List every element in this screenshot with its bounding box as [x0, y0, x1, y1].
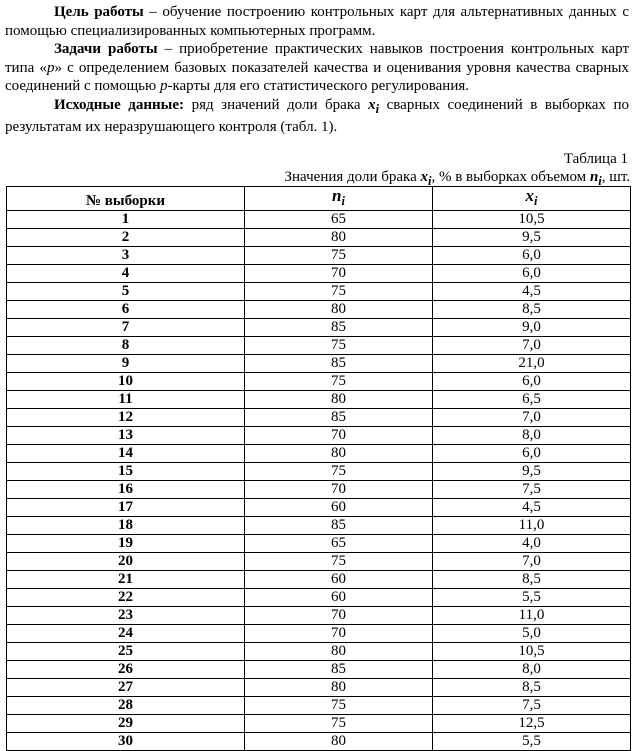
- cell-sample-size: 75: [245, 283, 433, 301]
- cell-sample-size: 75: [245, 553, 433, 571]
- cell-sample-size: 70: [245, 265, 433, 283]
- cell-defect-share: 9,5: [433, 229, 631, 247]
- cell-defect-share: 6,0: [433, 373, 631, 391]
- cell-sample-number: 25: [7, 643, 245, 661]
- cell-defect-share: 11,0: [433, 517, 631, 535]
- cell-defect-share: 7,0: [433, 553, 631, 571]
- cell-defect-share: 8,5: [433, 301, 631, 319]
- cell-sample-number: 2: [7, 229, 245, 247]
- source-data-text-2: сварных соединений в выборках по результатам их неразрушающего контроля (табл. 1).: [5, 96, 630, 135]
- table-row: [7, 715, 631, 733]
- cell-sample-size: 65: [245, 211, 433, 229]
- table-row: [7, 481, 631, 499]
- tasks-paragraph: [5, 40, 629, 96]
- cell-defect-share: 7,5: [433, 697, 631, 715]
- cell-sample-size: 75: [245, 463, 433, 481]
- cell-defect-share: 6,0: [433, 265, 631, 283]
- table-title-n-sub: i: [598, 174, 602, 188]
- table-body: [7, 211, 631, 751]
- table-title-part-2: , % в выборках объемом: [431, 169, 590, 185]
- cell-sample-number: 16: [7, 481, 245, 499]
- table-row: [7, 355, 631, 373]
- table-row: [7, 589, 631, 607]
- table-row: [7, 553, 631, 571]
- cell-sample-size: 80: [245, 733, 433, 751]
- table-title-n-symbol: n: [589, 169, 599, 185]
- tasks-text-2: » с определением базовых показателей качества и оценивания уровня качества сварных соединений с помощью: [5, 59, 629, 94]
- cell-sample-size: 80: [245, 229, 433, 247]
- cell-defect-share: 8,5: [433, 679, 631, 697]
- cell-sample-size: 70: [245, 427, 433, 445]
- cell-defect-share: 9,5: [433, 463, 631, 481]
- table-row: [7, 229, 631, 247]
- table-row: [7, 535, 631, 553]
- table-row: [7, 697, 631, 715]
- cell-sample-number: 7: [7, 319, 245, 337]
- cell-sample-number: 12: [7, 409, 245, 427]
- table-row: [7, 319, 631, 337]
- table-row: [7, 445, 631, 463]
- cell-sample-number: 21: [7, 571, 245, 589]
- header-sample-size: [245, 187, 433, 211]
- cell-defect-share: 4,0: [433, 535, 631, 553]
- cell-sample-number: 24: [7, 625, 245, 643]
- cell-defect-share: 8,0: [433, 661, 631, 679]
- table-row: [7, 661, 631, 679]
- table-title-part-3: , шт.: [601, 169, 630, 185]
- source-data-text-1: ряд значений доли брака: [184, 96, 369, 113]
- table-row: [7, 625, 631, 643]
- table-row: [7, 517, 631, 535]
- source-data-paragraph: [5, 96, 629, 137]
- table-title-part-1: Значения доли брака: [284, 169, 421, 185]
- cell-sample-number: 18: [7, 517, 245, 535]
- cell-sample-number: 6: [7, 301, 245, 319]
- cell-defect-share: 12,5: [433, 715, 631, 733]
- cell-sample-number: 3: [7, 247, 245, 265]
- cell-sample-size: 80: [245, 301, 433, 319]
- cell-sample-size: 80: [245, 391, 433, 409]
- tasks-text-1: – приобретение практических навыков построения контрольных карт типа «: [5, 41, 629, 76]
- cell-sample-size: 60: [245, 499, 433, 517]
- cell-defect-share: 9,0: [433, 319, 631, 337]
- cell-sample-number: 5: [7, 283, 245, 301]
- cell-defect-share: 5,5: [433, 733, 631, 751]
- cell-sample-size: 75: [245, 337, 433, 355]
- cell-defect-share: 8,5: [433, 571, 631, 589]
- cell-defect-share: 4,5: [433, 283, 631, 301]
- defect-data-table: [6, 186, 631, 751]
- table-row: [7, 463, 631, 481]
- cell-defect-share: 21,0: [433, 355, 631, 373]
- cell-sample-number: 17: [7, 499, 245, 517]
- cell-sample-size: 75: [245, 715, 433, 733]
- cell-sample-number: 15: [7, 463, 245, 481]
- cell-defect-share: 7,5: [433, 481, 631, 499]
- cell-sample-number: 10: [7, 373, 245, 391]
- tasks-p-symbol-2: p: [159, 78, 168, 94]
- cell-sample-number: 23: [7, 607, 245, 625]
- tasks-p-symbol: p: [46, 59, 55, 76]
- cell-defect-share: 5,5: [433, 589, 631, 607]
- cell-defect-share: 6,0: [433, 247, 631, 265]
- cell-sample-number: 28: [7, 697, 245, 715]
- table-row: [7, 571, 631, 589]
- source-data-label: Исходные данные:: [54, 96, 185, 113]
- cell-sample-number: 8: [7, 337, 245, 355]
- table-row: [7, 679, 631, 697]
- cell-sample-size: 85: [245, 409, 433, 427]
- cell-sample-number: 4: [7, 265, 245, 283]
- cell-sample-number: 26: [7, 661, 245, 679]
- cell-defect-share: 6,0: [433, 445, 631, 463]
- cell-sample-number: 9: [7, 355, 245, 373]
- table-row: [7, 607, 631, 625]
- cell-sample-size: 75: [245, 697, 433, 715]
- cell-defect-share: 5,0: [433, 625, 631, 643]
- cell-sample-size: 85: [245, 319, 433, 337]
- cell-sample-number: 27: [7, 679, 245, 697]
- source-data-x-symbol: x: [368, 96, 376, 113]
- table-row: [7, 391, 631, 409]
- cell-defect-share: 8,0: [433, 427, 631, 445]
- cell-sample-number: 29: [7, 715, 245, 733]
- table-title-x-sub: i: [427, 174, 432, 188]
- table-row: [7, 337, 631, 355]
- cell-sample-size: 85: [245, 355, 433, 373]
- table-row: [7, 427, 631, 445]
- cell-sample-size: 65: [245, 535, 433, 553]
- table-number: Таблица 1: [563, 151, 628, 167]
- table-row: [7, 373, 631, 391]
- cell-sample-size: 60: [245, 571, 433, 589]
- cell-sample-number: 22: [7, 589, 245, 607]
- cell-sample-size: 80: [245, 643, 433, 661]
- cell-sample-size: 60: [245, 589, 433, 607]
- tasks-label: Задачи работы: [54, 41, 158, 57]
- cell-defect-share: 10,5: [433, 211, 631, 229]
- table-row: [7, 733, 631, 751]
- table-header-row: [7, 187, 631, 211]
- cell-sample-number: 13: [7, 427, 245, 445]
- cell-defect-share: 4,5: [433, 499, 631, 517]
- header-n-sub: i: [341, 194, 345, 208]
- cell-sample-size: 80: [245, 679, 433, 697]
- cell-sample-size: 75: [245, 373, 433, 391]
- table-row: [7, 247, 631, 265]
- header-n-symbol: n: [332, 186, 342, 205]
- table-row: [7, 409, 631, 427]
- cell-sample-size: 70: [245, 481, 433, 499]
- cell-sample-number: 14: [7, 445, 245, 463]
- table-row: [7, 643, 631, 661]
- cell-sample-number: 11: [7, 391, 245, 409]
- cell-sample-number: 1: [7, 211, 245, 229]
- goal-label: Цель работы: [54, 4, 144, 20]
- cell-defect-share: 10,5: [433, 643, 631, 661]
- table-title-x-symbol: x: [420, 169, 428, 185]
- cell-sample-size: 70: [245, 607, 433, 625]
- table-row: [7, 283, 631, 301]
- header-sample-number: № выборки: [7, 187, 245, 211]
- cell-sample-size: 75: [245, 247, 433, 265]
- cell-sample-size: 70: [245, 625, 433, 643]
- intro-text: [5, 3, 629, 137]
- cell-defect-share: 7,0: [433, 337, 631, 355]
- cell-defect-share: 6,5: [433, 391, 631, 409]
- table-row: [7, 211, 631, 229]
- table-row: [7, 499, 631, 517]
- goal-paragraph: [5, 3, 629, 40]
- cell-sample-number: 30: [7, 733, 245, 751]
- cell-sample-size: 85: [245, 517, 433, 535]
- cell-defect-share: 11,0: [433, 607, 631, 625]
- cell-defect-share: 7,0: [433, 409, 631, 427]
- table-row: [7, 301, 631, 319]
- tasks-text-3: -карты для его статистического регулирования.: [167, 78, 470, 94]
- cell-sample-number: 19: [7, 535, 245, 553]
- header-x-symbol: x: [525, 186, 534, 205]
- cell-sample-number: 20: [7, 553, 245, 571]
- cell-sample-size: 80: [245, 445, 433, 463]
- goal-text: – обучение построению контрольных карт для альтернативных данных с помощью специализированных компьютерных программ.: [5, 4, 629, 39]
- cell-sample-size: 85: [245, 661, 433, 679]
- table-row: [7, 265, 631, 283]
- header-defect-share: [433, 187, 631, 211]
- source-data-x-sub: i: [375, 101, 380, 116]
- header-x-sub: i: [534, 194, 538, 208]
